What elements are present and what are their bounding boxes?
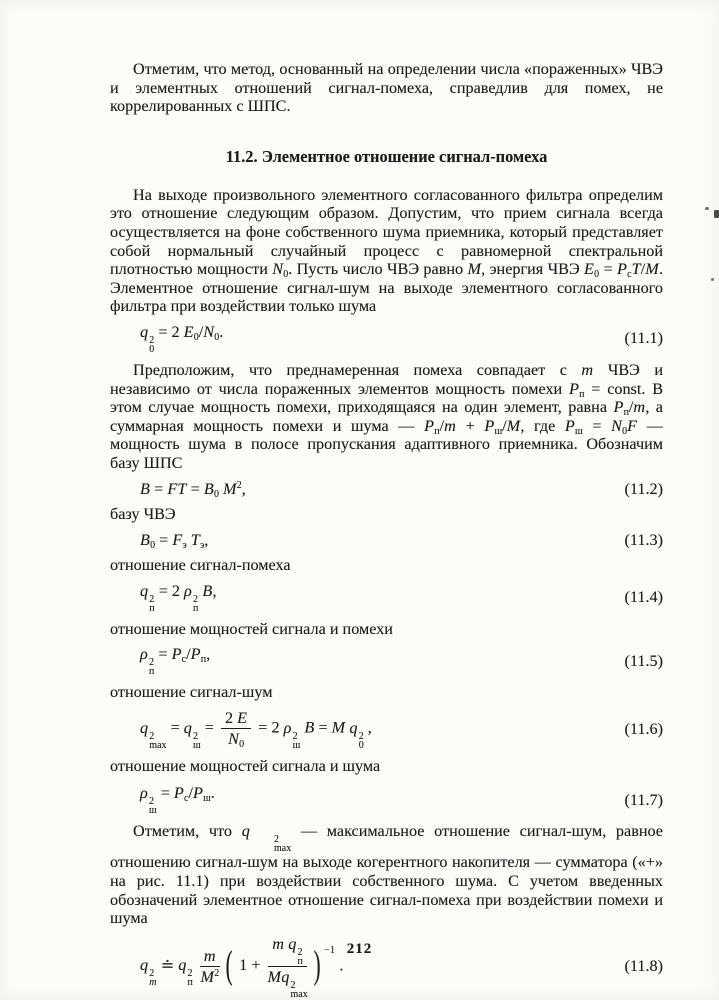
equation-math: q 2 max = q 2 ш = $\frac{2 E}{N_0}$ = 2 ρ 2 ш B = M q 2 0 , [140, 709, 372, 751]
math-variable: m [581, 360, 594, 379]
equation-number: (11.1) [624, 329, 663, 348]
math-subscript: 0 [358, 739, 364, 751]
math-superscript: 2 [292, 730, 298, 742]
equation-11-1 [110, 323, 663, 354]
math-term [192, 784, 211, 805]
math-subscript: п [187, 977, 193, 989]
math-superscript: 2 [290, 979, 296, 991]
math-variable: q [140, 956, 149, 975]
equation-number: (11.3) [624, 530, 663, 549]
math-term [611, 417, 627, 435]
math-variable: P [569, 379, 580, 398]
equation-11-5 [110, 645, 663, 676]
math-variable: N [203, 322, 215, 341]
math-superscript: 2 [273, 834, 279, 846]
math-term [140, 322, 155, 355]
math-subscript: 0 [214, 331, 220, 343]
math-superscript: 2 [193, 730, 199, 742]
math-subscript: m [149, 977, 157, 989]
math-term [581, 361, 593, 379]
math-variable: B [140, 479, 151, 498]
math-variable: P [424, 416, 435, 435]
math-term [183, 718, 201, 751]
math-subsup [149, 797, 157, 815]
math-term [184, 323, 199, 341]
math-term [190, 645, 207, 666]
math-subscript: ш [292, 739, 301, 751]
lead-signal-interference: отношение сигнал-помеха [110, 556, 291, 575]
math-subscript: 0 [283, 269, 289, 281]
scan-speck [714, 210, 719, 218]
math-variable: q [241, 822, 250, 841]
math-variable: ρ [140, 784, 148, 803]
math-variable: m [203, 946, 216, 965]
math-superscript: 2 [149, 730, 155, 742]
math-term [613, 398, 629, 419]
math-variable: B [203, 479, 214, 498]
math-subscript: п [579, 388, 585, 400]
math-term [223, 480, 242, 498]
math-subsup [188, 969, 193, 987]
math-subscript: с [184, 793, 189, 805]
equation-11-3 [110, 531, 663, 550]
math-subscript: 0 [149, 343, 155, 355]
math-subscript: п [149, 602, 155, 614]
equation-math: q 2 0 = 2 $E_0/N_0$. [140, 322, 224, 355]
math-term [201, 968, 220, 986]
scan-speck [705, 207, 709, 210]
math-variable: q [349, 718, 358, 737]
math-subsup [251, 835, 291, 853]
math-term [632, 260, 641, 278]
math-subsup [290, 981, 307, 999]
math-superscript: 2 [297, 946, 303, 958]
math-variable: m [444, 416, 456, 435]
math-subscript: э [182, 539, 187, 551]
paragraph-qmax-note: Отметим, что q 2 max — максимальное отношение сигнал-шум, равное отношению сигнал-шум на выходе когерентного накопителя — сумматора («+» на рис. 11.1) при воздействии собственного шума. С учетом введенных обозначений элементное отношение сигнал-помеха при воздействии помехи и шума [110, 822, 663, 928]
math-term [268, 968, 282, 986]
math-subscript: 0 [594, 269, 600, 281]
math-subsup [149, 658, 154, 676]
math-term [332, 719, 346, 737]
math-variable: T [631, 260, 641, 279]
math-variable: q [281, 967, 290, 986]
equation-number: (11.7) [624, 790, 663, 809]
math-term [484, 417, 502, 435]
math-subscript: 0 [150, 539, 156, 551]
math-term [140, 645, 155, 678]
math-term [140, 531, 155, 549]
math-subscript: п [193, 602, 199, 614]
math-variable: ρ [140, 645, 148, 664]
math-variable: q [178, 956, 187, 975]
math-term [140, 581, 155, 614]
math-term [444, 417, 456, 435]
math-term [283, 718, 301, 751]
math-term [237, 709, 247, 727]
math-variable: E [584, 260, 595, 279]
math-variable: N [228, 730, 240, 749]
paren-body: 1 + m q 2 п Mq 2 max [235, 934, 308, 1000]
math-term [171, 645, 187, 666]
math-term [584, 260, 600, 281]
math-subscript: ш [203, 793, 211, 805]
math-subscript: п [148, 666, 155, 678]
math-variable: E [237, 709, 248, 728]
math-term [633, 398, 645, 416]
math-superscript: 2 [193, 593, 199, 605]
math-variable: M [267, 967, 282, 986]
fraction-denominator [201, 967, 220, 987]
math-term [569, 380, 584, 398]
math-fraction [221, 709, 251, 749]
math-variable: q [183, 718, 193, 737]
equation-math: ρ 2 ш = $P_с/P_ш$. [140, 784, 215, 817]
math-parenthesis-group: ( 1 + m q 2 п Mq 2 max ) $^{-1}$ [225, 934, 336, 1000]
math-variable: P [173, 784, 185, 803]
math-term [507, 417, 521, 435]
scan-speck [711, 278, 714, 281]
math-subsup [359, 732, 364, 750]
paragraph-jammer: Предположим, что преднамеренная помеха совпадает с m ЧВЭ и независимо от числа пораженных элементов мощность помехи $P_п$ = const. В этом случае мощность помехи, приходящаяся на один элемент, равна $P_п/m$, а суммарная мощность помехи и шума — $P_п/m + P_ш/M$, где $P_ш = N_0F$ — мощность шума в полосе пропускания адаптивного приемника. Обозначим базу ШПС [110, 360, 663, 472]
math-term [140, 718, 167, 751]
math-variable: m [272, 934, 285, 953]
math-variable: F [627, 416, 638, 435]
math-term [281, 967, 308, 1000]
equation-number: (11.8) [624, 957, 663, 976]
math-variable: FT [167, 479, 187, 498]
math-term [424, 417, 439, 435]
math-subsup [149, 595, 154, 613]
math-variable: q [140, 322, 149, 341]
math-term [228, 730, 245, 751]
math-variable: B [202, 581, 213, 600]
math-variable: P [564, 416, 575, 435]
math-variable: q [140, 581, 149, 600]
math-term [184, 581, 199, 614]
math-subscript: max [149, 739, 167, 751]
text-column [110, 60, 663, 1000]
math-term [241, 822, 292, 855]
math-term [617, 260, 632, 281]
math-term [173, 784, 189, 805]
math-superscript: 2 [148, 796, 154, 808]
math-variable: ρ [283, 718, 292, 737]
lead-chve-base: базу ЧВЭ [110, 505, 176, 524]
math-variable: P [171, 645, 182, 664]
math-subscript: п [200, 654, 207, 666]
math-superscript: 2 [149, 968, 155, 980]
math-variable: m [633, 398, 646, 417]
math-term [140, 480, 150, 498]
equation-11-2 [110, 480, 663, 499]
math-superscript: 2 [148, 657, 154, 669]
math-variable: B [140, 530, 151, 549]
math-term [349, 718, 364, 751]
math-term [167, 480, 186, 498]
math-superscript: 2 [187, 968, 193, 980]
math-term [627, 417, 637, 435]
math-subscript: ш [494, 425, 503, 437]
fraction-denominator [268, 967, 308, 999]
equation-number: (11.5) [624, 651, 663, 670]
lead-signal-noise-power: отношение мощностей сигнала и шума [110, 756, 381, 775]
math-subsup [149, 732, 166, 750]
math-variable: N [611, 416, 623, 435]
math-subscript: max [273, 843, 292, 855]
math-subsup [149, 336, 154, 354]
math-subscript: ш [574, 425, 583, 437]
math-variable: M [200, 967, 215, 986]
math-subsup [293, 732, 301, 750]
equation-number: (11.6) [624, 720, 663, 739]
math-subsup [193, 732, 201, 750]
math-variable: P [484, 416, 495, 435]
paren-exponent: −1 [324, 945, 336, 957]
math-subscript: ш [148, 805, 157, 817]
fraction-numerator: 2 E [221, 709, 251, 729]
math-superscript: 2 [214, 967, 220, 979]
math-subscript: 0 [239, 739, 245, 751]
math-subscript: п [434, 425, 440, 437]
math-variable: P [613, 398, 624, 417]
math-term [645, 260, 659, 278]
math-term [203, 323, 219, 341]
math-subsup [193, 595, 198, 613]
math-subscript: п [623, 407, 629, 419]
equation-number: (11.4) [624, 588, 663, 607]
math-subsup [149, 969, 156, 987]
math-variable: ρ [184, 581, 193, 600]
math-term [272, 260, 289, 281]
math-superscript: 2 [149, 334, 155, 346]
equation-math: B = FT = $B_0$ $M^2$, [140, 479, 246, 500]
math-superscript: 2 [149, 593, 155, 605]
math-term [140, 784, 157, 817]
math-variable: M [467, 260, 482, 279]
math-variable: F [172, 530, 183, 549]
math-variable: B [304, 718, 315, 737]
section-heading: 11.2. Элементное отношение сигнал-помеха [225, 146, 548, 166]
math-variable: M [331, 718, 346, 737]
equation-11-4 [110, 582, 663, 613]
equation-11-6 [110, 709, 663, 750]
math-variable: M [223, 479, 237, 498]
math-subscript: п [297, 955, 303, 967]
math-term [172, 531, 186, 549]
math-subscript: 0 [213, 488, 219, 500]
math-term [467, 260, 481, 278]
math-subscript: э [199, 539, 205, 551]
equation-math: q 2 п = 2 ρ 2 п B, [140, 581, 217, 614]
paragraph-filter-output: На выходе произвольного элементного согласованного фильтра определим это отношение следующим образом. Допустим, что прием сигнала всегда осуществляется на фоне собственного шума приемника, который представляет собой нормальный случайный процесс с равномерной спектральной плотностью мощности $N_0$. Пусть число ЧВЭ равно M, энергия ЧВЭ $E_0 = P_сT/M$. Элементное отношение сигнал-шум на выходе элементного согласованного фильтра при воздействии только шума [110, 185, 663, 316]
paragraph-intro: Отметим, что метод, основанный на определении числа «пораженных» ЧВЭ и элементных отношений сигнал-помеха, справедлив для помех, не коррелированных с ШПС. [110, 60, 663, 116]
math-term [191, 531, 205, 549]
math-variable: M [506, 416, 521, 435]
math-subscript: max [290, 988, 308, 1000]
math-term [202, 582, 212, 600]
fraction-denominator [228, 729, 244, 749]
equation-number: (11.2) [624, 479, 663, 498]
math-subscript: 0 [622, 425, 628, 437]
math-term [140, 956, 157, 989]
math-subscript: с [627, 269, 632, 281]
equation-math: q 2 m ≐ q 2 п $\frac{m}{M^2}$ ( 1 + m q 2 п Mq 2 max ) $^{-1}$ . [140, 934, 344, 1000]
math-variable: M [645, 260, 659, 279]
equation-math: ρ 2 п = $P_с/P_п$, [140, 645, 211, 678]
math-variable: P [617, 260, 628, 279]
math-subscript: ш [193, 739, 201, 751]
page-number: 212 [346, 941, 373, 957]
math-variable: E [183, 322, 194, 341]
math-variable: N [272, 260, 284, 279]
math-variable: q [140, 718, 149, 737]
lead-signal-interference-power: отношение мощностей сигнала и помехи [110, 619, 393, 638]
math-term [204, 480, 219, 498]
equation-math: $B_0 = F_э$ $T_э$, [140, 530, 209, 551]
equation-11-7 [110, 784, 663, 815]
math-subscript: с [181, 654, 187, 666]
math-term [178, 956, 193, 989]
math-variable: q [288, 934, 297, 953]
math-superscript: 2 [358, 730, 364, 742]
math-superscript: 2 [236, 479, 242, 491]
math-variable: P [190, 645, 201, 664]
lead-signal-noise: отношение сигнал-шум [110, 683, 273, 702]
math-term [304, 719, 314, 737]
math-variable: P [192, 784, 204, 803]
math-term [565, 417, 583, 435]
math-subscript: 0 [193, 331, 199, 343]
math-variable: T [190, 530, 200, 549]
